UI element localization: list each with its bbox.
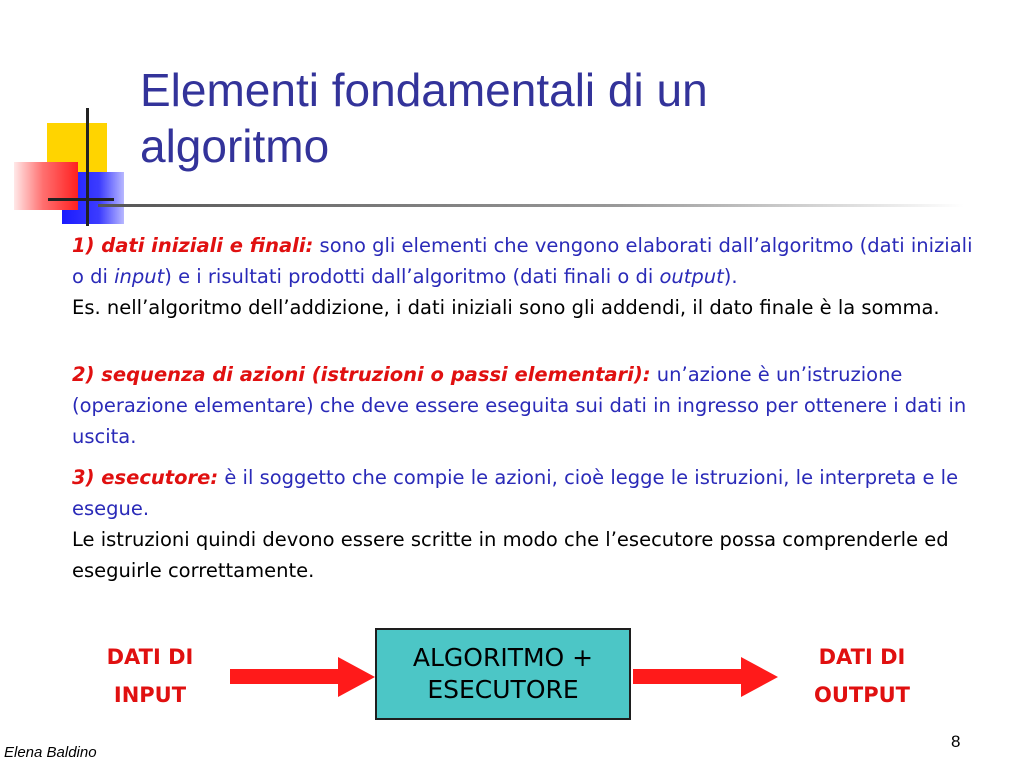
input-data-label-line-1: DATI DI xyxy=(106,645,194,669)
slide-title-line-1: Elementi fondamentali di un xyxy=(140,64,708,116)
decoration-horizontal-line xyxy=(48,198,114,201)
arrow-box-to-output-icon xyxy=(633,656,778,698)
paragraph-esecutore xyxy=(72,462,977,586)
algorithm-executor-box-line-2: ESECUTORE xyxy=(427,675,579,704)
slide-title-line-2: algoritmo xyxy=(140,120,330,172)
paragraph-esecutore-text: è il soggetto che compie le azioni, cioè legge le istruzioni, le interpreta e le esegue. xyxy=(72,466,959,520)
input-data-label-line-2: INPUT xyxy=(113,683,187,707)
paragraph-sequenza-text: un’azione è un’istruzione (operazione elementare) che deve essere eseguita sui dati in ingresso per ottenere i dati in uscita. xyxy=(72,363,967,448)
paragraph-dati-output-word: output xyxy=(659,265,724,288)
output-data-label-line-2: OUTPUT xyxy=(814,683,910,707)
paragraph-dati-text-3: ). xyxy=(723,265,738,288)
output-data-label-line-1: DATI DI xyxy=(818,645,906,669)
decoration-red-square xyxy=(14,162,78,210)
title-underline xyxy=(98,204,964,207)
arrow-input-to-box-icon xyxy=(230,656,375,698)
algorithm-executor-box xyxy=(375,628,631,720)
paragraph-dati-input-word: input xyxy=(114,265,165,288)
paragraph-dati-text-2: ) e i risultati prodotti dall’algoritmo (dati finali o di xyxy=(164,265,660,288)
output-data-label xyxy=(782,638,942,714)
paragraph-dati-text-1: sono gli elementi che vengono elaborati dall’algoritmo (dati iniziali o di xyxy=(72,234,973,288)
decoration-vertical-line xyxy=(86,108,89,226)
footer-author: Elena Baldino xyxy=(4,744,97,761)
paragraph-esecutore-label: 3) esecutore: xyxy=(72,466,219,489)
algorithm-executor-box-line-1: ALGORITMO + xyxy=(412,643,594,672)
page-number: 8 xyxy=(951,732,961,751)
paragraph-sequenza xyxy=(72,359,977,452)
paragraph-dati-example: Es. nell’algoritmo dell’addizione, i dati iniziali sono gli addendi, il dato finale è la somma. xyxy=(72,296,940,319)
input-data-label xyxy=(70,638,230,714)
paragraph-esecutore-note: Le istruzioni quindi devono essere scritte in modo che l’esecutore possa comprenderle ed eseguirle correttamente. xyxy=(72,528,949,582)
paragraph-dati-label: 1) dati iniziali e finali: xyxy=(72,234,314,257)
paragraph-sequenza-label: 2) sequenza di azioni (istruzioni o passi elementari): xyxy=(72,363,651,386)
slide-title xyxy=(140,62,980,174)
paragraph-dati xyxy=(72,230,977,323)
